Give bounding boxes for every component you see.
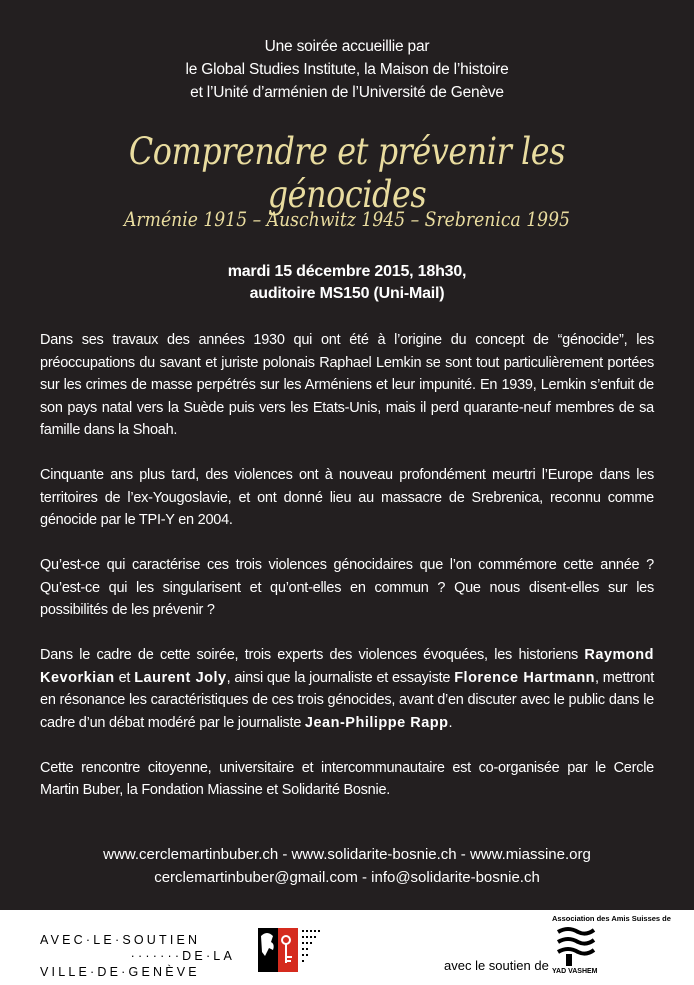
speaker-name: Laurent Joly [134,669,227,686]
intro-line: et l’Unité d’arménien de l’Université de Genève [190,84,504,101]
text-run: , ainsi que la journaliste et essayiste [226,669,455,686]
event-title: Comprendre et prévenir les génocides [128,130,566,216]
wordmark-line: AVEC·LE·SOUTIEN [40,933,201,947]
yad-vashem-label: YAD VASHEM [552,968,598,975]
website-links: www.cerclemartinbuber.ch - www.solidarite-bosnie.ch - www.miassine.org [103,846,591,863]
ville-de-geneve-wordmark [40,932,235,980]
event-details [0,261,694,305]
event-subtitle: Arménie 1915 – Auschwitz 1945 – Srebrenica 1995 [124,207,570,231]
speaker-name: Raymond Kevorkian [40,647,654,686]
text-run: , mettront en résonance les caractéristiques de ces trois génocides, avant d’en discuter avec le public dans le cadre d’un débat modéré par le journaliste [40,669,654,731]
paragraph-speakers [40,644,654,734]
paragraph: Dans ses travaux des années 1930 qui ont été à l’origine du concept de “génocide”, les préoccupations du savant et juriste polonais Raphael Lemkin se sont tout particulièrement portées sur les crimes de masse perpétrés sur les Arméniens et leur impunité. En 1939, Lemkin s’enfuit de son pays natal vers la Suède puis vers les Etats-Unis, mais il perd quarante-neuf membres de sa famille dans la Shoah. [40,332,654,438]
event-description [40,329,654,824]
wordmark-line: VILLE·DE·GENÈVE [40,965,200,979]
sponsor-footer [0,910,694,985]
paragraph: Cette rencontre citoyenne, universitaire et intercommunautaire est co-organisée par le Cercle Martin Buber, la Fondation Miassine et Solidarité Bosnie. [40,759,654,798]
geneva-coat-of-arms-icon [258,918,328,980]
hosts-intro [0,35,694,104]
email-links: cerclemartinbuber@gmail.com - info@solidarite-bosnie.ch [154,869,540,886]
event-venue: auditoire MS150 (Uni-Mail) [249,285,445,302]
paragraph: Qu’est-ce qui caractérise ces trois violences génocidaires que l’on commémore cette année ? Qu’est-ce qui les singularisent et qu’ont-elles en commun ? Que nous disent-elles sur les possibilités de les prévenir ? [40,557,654,618]
contact-links [0,843,694,889]
intro-line: Une soirée accueillie par [264,38,430,55]
intro-line: le Global Studies Institute, la Maison de l’histoire [185,61,509,78]
speaker-name: Florence Hartmann [454,669,596,686]
wordmark-line: ·······DE·LA [130,949,235,963]
yad-vashem-menorah-icon [554,924,598,968]
text-run: et [114,669,135,686]
sponsor-label: avec le soutien de [444,958,549,973]
association-label: Association des Amis Suisses de [552,914,671,923]
event-date: mardi 15 décembre 2015, 18h30, [227,263,467,280]
paragraph: Cinquante ans plus tard, des violences ont à nouveau profondément meurtri l’Europe dans les territoires de l’ex-Yougoslavie, et ont donné lieu au massacre de Srebrenica, reconnu comme génocide par le TPI-Y en 2004. [40,467,654,528]
text-run: Dans le cadre de cette soirée, trois experts des violences évoquées, les historiens [40,647,585,663]
text-run: . [448,714,453,731]
moderator-name: Jean-Philippe Rapp [304,714,449,731]
